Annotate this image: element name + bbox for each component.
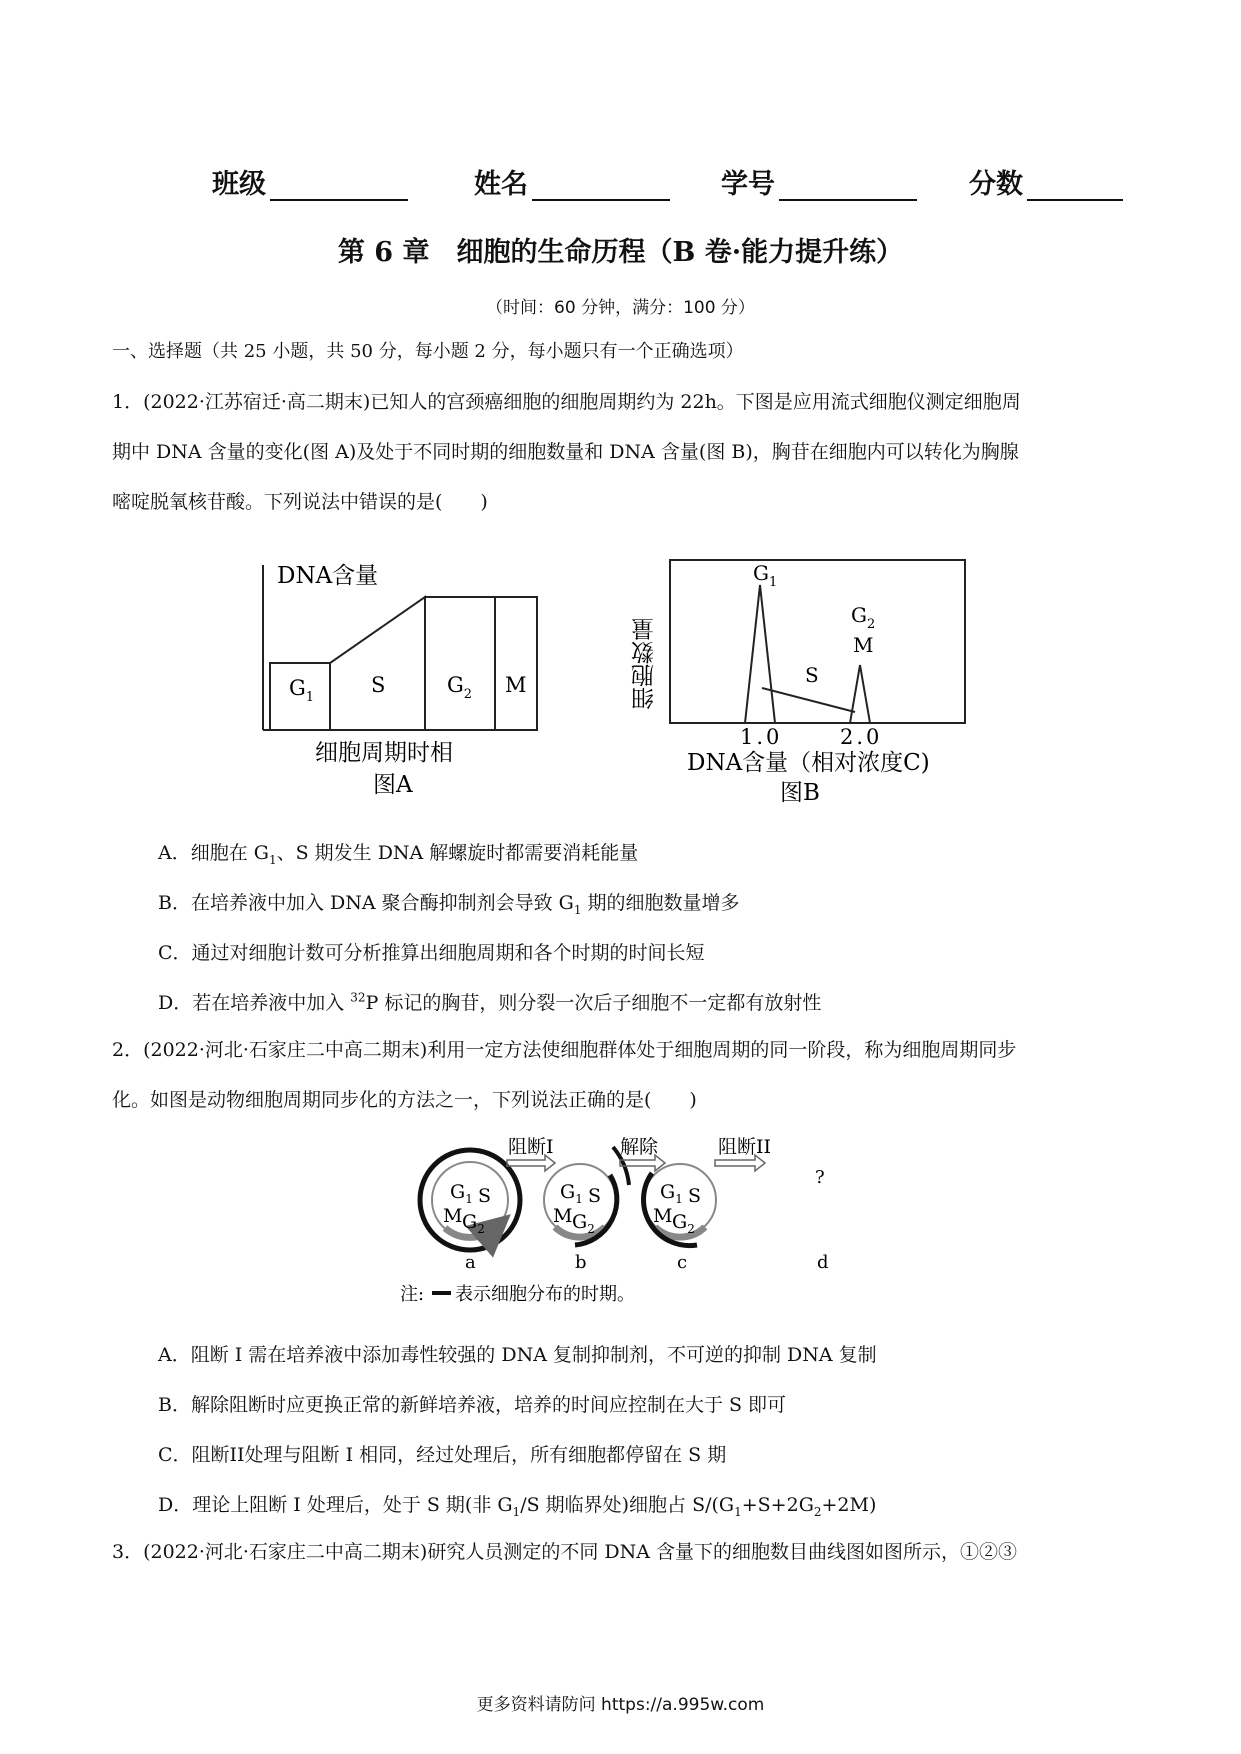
svg-text:S: S: [478, 1185, 492, 1207]
svg-text:G2: $G_2$: [672, 1211, 695, 1236]
label-b: b: [575, 1252, 587, 1273]
svg-text:S: S: [688, 1185, 702, 1207]
fig-b-g2-label: $G_2$: [851, 603, 876, 632]
q1-line2: 期中 DNA 含量的变化(图 A)及处于不同时期的细胞数量和 DNA 含量(图 B)，胸苷在细胞内可以转化为胸腺: [112, 441, 1019, 463]
fig-a-m-label: M: [505, 673, 527, 697]
svg-text:M: M: [443, 1205, 463, 1227]
fig-b-tick-2: 2.0: [840, 725, 883, 749]
fig-b-s-label: S: [805, 663, 819, 687]
svg-text:G2: $G_2$: [462, 1211, 485, 1236]
label-c: c: [677, 1252, 688, 1273]
q2-option-d[interactable]: D．理论上阻断 I 处理后，处于 S 期(非 $G_1/S$ 期临界处)细胞占 $S/(G_1+S+2G_2+2M)$: [158, 1494, 877, 1519]
q2-option-a[interactable]: A．阻断 I 需在培养液中添加毒性较强的 DNA 复制抑制剂，不可逆的抑制 DNA 复制: [158, 1344, 877, 1366]
q2-option-c[interactable]: C．阻断II处理与阻断 I 相同，经过处理后，所有细胞都停留在 S 期: [158, 1444, 727, 1466]
fig-b-xlabel: DNA含量（相对浓度C): [687, 750, 930, 776]
question-mark: ?: [815, 1167, 825, 1188]
fig-note-prefix: 注:: [400, 1284, 425, 1305]
q2-option-b[interactable]: B．解除阻断时应更换正常的新鲜培养液，培养的时间应控制在大于 S 即可: [158, 1394, 787, 1416]
fig-note: 表示细胞分布的时期。: [455, 1284, 635, 1305]
exam-info: （时间：60 分钟，满分：100 分）: [486, 298, 755, 318]
figure-b: [625, 550, 975, 820]
page-title: 第 6 章 细胞的生命历程（B 卷·能力提升练）: [337, 237, 904, 268]
figure-synchronization: [400, 1135, 855, 1315]
fig-a-caption: 图A: [373, 772, 413, 798]
q1-option-b[interactable]: B．在培养液中加入 DNA 聚合酶抑制剂会导致 $G_1$ 期的细胞数量增多: [158, 892, 740, 917]
fig-a-g1-label: $G_1$: [289, 676, 315, 705]
fig-b-tick-1: 1.0: [740, 725, 783, 749]
fig-b-m-label: M: [853, 633, 874, 657]
fig-b-ylabel: 细胞数量: [632, 618, 658, 710]
svg-text:G1: $G_1$: [660, 1181, 683, 1206]
svg-text:S: S: [588, 1185, 602, 1207]
q2-line2: 化。如图是动物细胞周期同步化的方法之一，下列说法正确的是( ): [112, 1089, 697, 1111]
fig-b-g1-label: $G_1$: [753, 561, 778, 590]
arrow-block-1: 阻断I: [508, 1136, 554, 1158]
cycle-a: [420, 1150, 520, 1250]
footer-link[interactable]: 更多资料请防问 https://a.995w.com: [476, 1695, 765, 1715]
fig-b-caption: 图B: [780, 780, 820, 806]
svg-text:G1: $G_1$: [450, 1181, 473, 1206]
q3-line1: 3．(2022·河北·石家庄二中高二期末)研究人员测定的不同 DNA 含量下的细胞数目曲线图如图所示，①②③: [112, 1541, 1018, 1563]
cycle-b: [544, 1164, 617, 1245]
score-field: 分数: [969, 162, 1123, 201]
section-heading: 一、选择题（共 25 小题，共 50 分，每小题 2 分，每小题只有一个正确选项）: [112, 341, 744, 362]
fig-a-xlabel: 细胞周期时相: [315, 740, 453, 766]
figure-a: [255, 555, 555, 810]
svg-text:G1: $G_1$: [560, 1181, 583, 1206]
q1-option-a[interactable]: A．细胞在 $G_1$、S 期发生 DNA 解螺旋时都需要消耗能量: [158, 842, 639, 867]
arrow-block-2: 阻断II: [718, 1136, 772, 1158]
svg-text:G2: $G_2$: [572, 1211, 595, 1236]
name-field: 姓名: [474, 162, 670, 201]
arrow-release: 解除: [620, 1136, 659, 1158]
q1-line1: 1．(2022·江苏宿迁·高二期末)已知人的宫颈癌细胞的细胞周期约为 22h。下图是应用流式细胞仪测定细胞周: [112, 391, 1021, 413]
q1-line3: 嘧啶脱氧核苷酸。下列说法中错误的是( ): [112, 491, 488, 513]
cycle-c: [644, 1164, 716, 1246]
q2-line1: 2．(2022·河北·石家庄二中高二期末)利用一定方法使细胞群体处于细胞周期的同一阶段，称为细胞周期同步: [112, 1039, 1017, 1061]
q1-option-d[interactable]: D．若在培养液中加入 $^{32}$P 标记的胸苷，则分裂一次后子细胞不一定都有放射性: [158, 990, 822, 1014]
student-id-field: 学号: [721, 162, 917, 201]
class-field: 班级: [212, 162, 408, 201]
label-a: a: [465, 1252, 476, 1273]
svg-text:M: M: [653, 1205, 673, 1227]
fig-a-ylabel: DNA含量: [277, 563, 379, 589]
q1-option-c[interactable]: C．通过对细胞计数可分析推算出细胞周期和各个时期的时间长短: [158, 942, 705, 964]
fig-a-s-label: S: [371, 673, 386, 697]
svg-text:M: M: [553, 1205, 573, 1227]
label-d: d: [817, 1252, 829, 1273]
fig-a-g2-label: $G_2$: [447, 673, 473, 702]
